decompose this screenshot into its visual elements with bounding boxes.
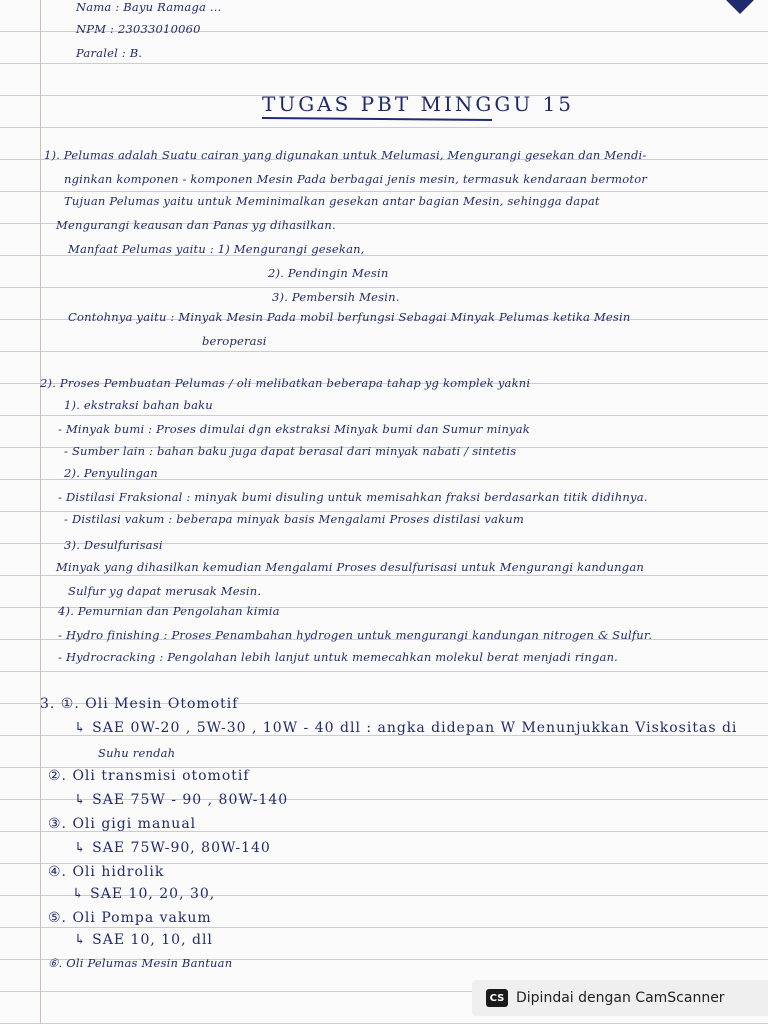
q1-line-6: 2). Pendingin Mesin [268, 266, 389, 280]
q3-line-2: ↳ SAE 0W-20 , 5W-30 , 10W - 40 dll : angka didepan W Menunjukkan Viskositas di [74, 720, 738, 736]
q1-line-9: beroperasi [202, 334, 267, 348]
q1-line-4: Mengurangi keausan dan Panas yg dihasilkan. [56, 218, 336, 232]
camscanner-logo-icon: CS [486, 989, 508, 1007]
header-paralel: Paralel : B. [76, 46, 143, 60]
q3-line-1: 3. ①. Oli Mesin Otomotif [40, 696, 239, 712]
q2-line-7: - Distilasi vakum : beberapa minyak basis Mengalami Proses distilasi vakum [64, 512, 524, 526]
q3-line-9: ↳ SAE 10, 20, 30, [72, 886, 216, 902]
q2-line-5: 2). Penyulingan [64, 466, 158, 480]
q3-line-8: ④. Oli hidrolik [48, 864, 165, 880]
title-underline [262, 117, 492, 121]
q3-line-12: ⑥. Oli Pelumas Mesin Bantuan [48, 956, 233, 970]
q1-line-8: Contohnya yaitu : Minyak Mesin Pada mobil berfungsi Sebagai Minyak Pelumas ketika Mesin [68, 310, 631, 324]
q3-line-11: ↳ SAE 10, 10, dll [74, 932, 213, 948]
q2-line-8: 3). Desulfurisasi [64, 538, 163, 552]
header-npm: NPM : 23033010060 [76, 22, 201, 36]
header-nama: Nama : Bayu Ramaga ... [76, 0, 222, 14]
camscanner-text: Dipindai dengan CamScanner [516, 990, 725, 1006]
camscanner-badge [472, 980, 768, 1016]
q2-line-1: 2). Proses Pembuatan Pelumas / oli melibatkan beberapa tahap yg komplek yakni [40, 376, 531, 390]
margin-line [40, 0, 41, 1024]
q2-line-9: Minyak yang dihasilkan kemudian Mengalami Proses desulfurisasi untuk Mengurangi kandungan [56, 560, 644, 574]
page-title: TUGAS PBT MINGGU 15 [262, 92, 575, 116]
corner-mark [726, 0, 754, 14]
q2-line-4: - Sumber lain : bahan baku juga dapat berasal dari minyak nabati / sintetis [64, 444, 517, 458]
q3-line-5: ↳ SAE 75W - 90 , 80W-140 [74, 792, 289, 808]
q3-line-10: ⑤. Oli Pompa vakum [48, 910, 212, 926]
q2-line-2: 1). ekstraksi bahan baku [64, 398, 213, 412]
q2-line-6: - Distilasi Fraksional : minyak bumi disuling untuk memisahkan fraksi berdasarkan titik didihnya. [58, 490, 648, 504]
q2-line-3: - Minyak bumi : Proses dimulai dgn ekstraksi Minyak bumi dan Sumur minyak [58, 422, 530, 436]
q1-line-5: Manfaat Pelumas yaitu : 1) Mengurangi gesekan, [68, 242, 365, 256]
q3-line-3: Suhu rendah [98, 746, 176, 760]
q3-line-6: ③. Oli gigi manual [48, 816, 197, 832]
q3-line-4: ②. Oli transmisi otomotif [48, 768, 250, 784]
q2-line-10: Sulfur yg dapat merusak Mesin. [68, 584, 262, 598]
q2-line-12: - Hydro finishing : Proses Penambahan hydrogen untuk mengurangi kandungan nitrogen & Sulfur. [58, 628, 653, 642]
q2-line-11: 4). Pemurnian dan Pengolahan kimia [58, 604, 280, 618]
q1-line-2: nginkan komponen - komponen Mesin Pada berbagai jenis mesin, termasuk kendaraan bermotor [64, 172, 648, 186]
q1-line-7: 3). Pembersih Mesin. [272, 290, 400, 304]
q1-line-3: Tujuan Pelumas yaitu untuk Meminimalkan gesekan antar bagian Mesin, sehingga dapat [64, 194, 600, 208]
q2-line-13: - Hydrocracking : Pengolahan lebih lanjut untuk memecahkan molekul berat menjadi ringan. [58, 650, 619, 664]
q1-line-1: 1). Pelumas adalah Suatu cairan yang digunakan untuk Melumasi, Mengurangi gesekan dan Mendi- [44, 148, 647, 162]
q3-line-7: ↳ SAE 75W-90, 80W-140 [74, 840, 271, 856]
